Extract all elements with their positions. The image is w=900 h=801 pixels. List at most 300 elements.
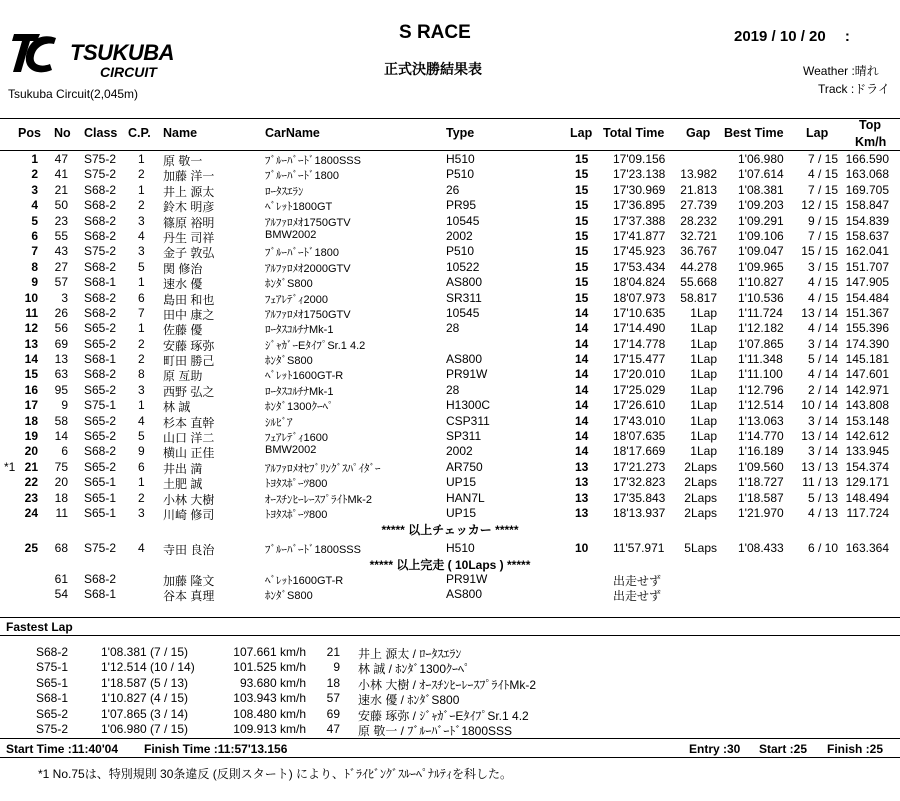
car-number-cell: 63 [54, 367, 68, 382]
fl-driver-cell: 井上 源太 / ﾛｰﾀｽｴﾗﾝ [358, 647, 462, 661]
fl-driver-cell: 速水 優 / ﾎﾝﾀﾞS800 [358, 693, 460, 708]
class-position-cell: 7 [138, 305, 145, 320]
table-row [0, 367, 900, 382]
table-row [0, 491, 900, 506]
class-cell: S68-2 [84, 305, 117, 320]
best-time-cell: 1'11.100 [738, 367, 783, 382]
table-row [0, 414, 900, 429]
driver-name-cell: 佐藤 優 [163, 323, 203, 338]
total-time-cell: 17'14.490 [613, 321, 666, 336]
total-time-cell: 18'07.635 [613, 429, 666, 444]
best-lap-cell: 4 / 15 [807, 167, 838, 182]
top-speed-cell: 162.041 [845, 244, 889, 259]
best-time-cell: 1'09.291 [738, 213, 784, 228]
driver-name-cell: 丹生 司祥 [163, 230, 215, 245]
pos-cell: 6 [31, 228, 38, 243]
car-number-cell: 50 [54, 198, 68, 213]
best-lap-cell: 13 / 14 [801, 305, 838, 320]
pos-cell: 21 [24, 459, 38, 474]
top-speed-cell: 158.637 [845, 228, 889, 243]
class-position-cell: 4 [138, 228, 145, 243]
best-lap-cell: 7 / 15 [807, 228, 838, 243]
pos-cell: 7 [31, 244, 38, 259]
best-time-cell: 1'12.182 [738, 321, 784, 336]
gap-cell: 1Lap [690, 305, 717, 320]
car-type-cell: SP311 [446, 429, 482, 444]
car-type-cell: P510 [446, 167, 475, 182]
total-time-cell: 17'45.923 [613, 244, 666, 259]
pos-cell: 14 [24, 352, 38, 367]
class-position-cell: 3 [138, 244, 145, 259]
laps-cell: 14 [575, 382, 589, 397]
laps-cell: 15 [575, 228, 589, 243]
car-type-cell: 28 [446, 382, 460, 397]
table-row [0, 275, 900, 290]
class-cell: S65-2 [84, 429, 117, 444]
col-header-top: Top [859, 118, 881, 132]
fl-driver-cell: 林 誠 / ﾎﾝﾀﾞ1300ｸｰﾍﾟ [358, 662, 471, 677]
car-type-cell: PR91W [446, 367, 488, 382]
car-name-cell: ﾎﾝﾀﾞS800 [265, 278, 313, 291]
best-time-cell: 1'07.865 [738, 336, 784, 351]
car-name-cell: ｱﾙﾌｧﾛﾒｵ1750GTV [265, 216, 351, 229]
car-type-cell: UP15 [446, 475, 477, 490]
gap-cell: 28.232 [680, 213, 717, 228]
footer-top-rule [0, 738, 900, 739]
table-row [0, 475, 900, 490]
car-name-cell: ｵｰｽﾁﾝﾋｰﾚｰｽﾌﾟﾗｲﾄMk-2 [265, 493, 372, 506]
car-type-cell: AS800 [446, 275, 483, 290]
top-speed-cell: 117.724 [846, 505, 889, 520]
car-type-cell: H510 [446, 540, 475, 555]
best-time-cell: 1'09.047 [738, 244, 784, 259]
best-lap-cell: 7 / 15 [807, 182, 838, 197]
driver-name-cell: 小林 大樹 [163, 492, 215, 507]
best-lap-cell: 5 / 14 [807, 352, 838, 367]
pos-cell: 10 [24, 290, 38, 305]
car-number-cell: 55 [54, 228, 68, 243]
fl-class-cell: S68-1 [36, 691, 69, 706]
gap-cell: 58.817 [680, 290, 717, 305]
car-name-cell: ｱﾙﾌｧﾛﾒｵｾﾌﾞﾘﾝｸﾞｽﾊﾟｲﾀﾞｰ [265, 462, 381, 475]
table-row [0, 244, 900, 259]
gap-cell: 1Lap [690, 367, 717, 382]
top-speed-cell: 169.705 [845, 182, 889, 197]
class-cell: S68-2 [84, 198, 117, 213]
car-number-cell: 54 [54, 586, 68, 601]
top-speed-cell: 147.601 [845, 367, 889, 382]
top-speed-cell: 158.847 [845, 198, 889, 213]
best-time-cell: 1'07.614 [738, 167, 784, 182]
car-name-cell: ﾍﾞﾚｯﾄ1800GT [265, 201, 333, 214]
table-row [0, 541, 900, 556]
finish-count: Finish :25 [827, 742, 884, 756]
driver-name-cell: 金子 敦弘 [163, 246, 215, 261]
top-speed-cell: 151.367 [845, 305, 889, 320]
col-header-best-lap: Lap [806, 126, 829, 140]
driver-name-cell: 加藤 洋一 [163, 169, 215, 184]
class-cell: S68-2 [84, 213, 117, 228]
pos-cell: 9 [31, 275, 38, 290]
section-separator [0, 521, 900, 536]
best-lap-cell: 15 / 15 [801, 244, 838, 259]
total-time-cell: 17'36.895 [613, 198, 666, 213]
laps-cell: 14 [575, 336, 589, 351]
fl-speed-cell: 103.943 km/h [233, 691, 306, 706]
gap-cell: 1Lap [690, 352, 717, 367]
fl-speed-cell: 107.661 km/h [233, 645, 306, 659]
laps-cell: 14 [575, 444, 589, 459]
laps-cell: 14 [575, 429, 589, 444]
entry-count: Entry :30 [689, 742, 741, 756]
col-header-total-time: Total Time [603, 126, 665, 140]
gap-cell: 1Lap [690, 429, 717, 444]
best-lap-cell: 3 / 14 [807, 336, 838, 351]
best-lap-cell: 13 / 14 [801, 429, 838, 444]
car-number-cell: 20 [54, 475, 68, 490]
best-lap-cell: 4 / 15 [807, 275, 838, 290]
logo-subtitle: CIRCUIT [100, 64, 157, 80]
class-cell: S68-2 [84, 259, 117, 274]
col-header-carname: CarName [265, 126, 320, 140]
best-lap-cell: 4 / 14 [807, 321, 838, 336]
gap-cell: 55.668 [680, 275, 717, 290]
fl-driver-cell: 安藤 琢弥 / ｼﾞｬｶﾞｰEﾀｲﾌﾟSr.1 4.2 [358, 708, 529, 723]
car-number-cell: 61 [54, 571, 68, 586]
car-type-cell: AS800 [446, 352, 483, 367]
section-separator [0, 556, 900, 571]
car-name-cell: ｱﾙﾌｧﾛﾒｵ1750GTV [265, 308, 351, 321]
class-cell: S65-2 [84, 413, 117, 428]
fl-time-cell: 1'18.587 (5 / 13) [101, 675, 189, 690]
class-position-cell: 3 [138, 505, 145, 520]
car-number-cell: 56 [54, 321, 68, 336]
car-type-cell: 10522 [446, 259, 480, 274]
car-number-cell: 18 [54, 490, 68, 505]
laps-cell: 14 [575, 305, 589, 320]
status-cell: 出走せず [613, 573, 662, 588]
top-speed-cell: 142.971 [845, 382, 889, 397]
best-time-cell: 1'12.796 [738, 382, 784, 397]
car-name-cell: ﾌﾞﾙｰﾊﾞｰﾄﾞ1800 [265, 247, 339, 260]
fastest-lap-row [0, 676, 900, 691]
car-number-cell: 27 [54, 259, 68, 274]
class-cell: S65-2 [84, 382, 117, 397]
logo-wordmark: TSUKUBA [70, 40, 175, 65]
driver-name-cell: 原 敬一 [163, 154, 203, 168]
top-speed-cell: 145.181 [845, 352, 889, 367]
total-time-cell: 18'07.973 [613, 290, 666, 305]
driver-name-cell: 横山 正佳 [163, 446, 215, 461]
gap-cell: 44.278 [680, 259, 717, 274]
driver-name-cell: 西野 弘之 [163, 384, 215, 399]
dns-row [0, 572, 900, 587]
total-time-cell: 17'21.273 [613, 459, 666, 474]
track-condition-label: Track :ドライ [818, 82, 890, 96]
table-row [0, 260, 900, 275]
table-row [0, 460, 900, 475]
laps-cell: 15 [575, 167, 589, 182]
pos-cell: 8 [31, 259, 38, 274]
best-time-cell: 1'18.727 [738, 475, 784, 490]
class-cell: S65-2 [84, 459, 117, 474]
top-speed-cell: 174.390 [845, 336, 889, 351]
best-time-cell: 1'08.433 [738, 540, 784, 555]
table-row [0, 214, 900, 229]
laps-cell: 14 [575, 352, 589, 367]
best-lap-cell: 6 / 10 [807, 540, 838, 555]
fastest-lap-row [0, 660, 900, 675]
car-type-cell: AS800 [446, 586, 483, 601]
laps-cell: 10 [575, 540, 589, 555]
class-position-cell: 8 [138, 367, 145, 382]
best-time-cell: 1'08.381 [738, 182, 784, 197]
best-lap-cell: 4 / 13 [807, 505, 838, 520]
gap-cell: 13.982 [680, 167, 717, 182]
best-time-cell: 1'11.724 [738, 305, 783, 320]
car-number-cell: 9 [61, 398, 68, 413]
car-number-cell: 3 [61, 290, 68, 305]
header-top-rule [0, 118, 900, 119]
total-time-cell: 17'26.610 [613, 398, 666, 413]
driver-name-cell: 川崎 修司 [163, 507, 215, 522]
car-type-cell: H1300C [446, 398, 491, 413]
gap-cell: 27.739 [680, 198, 717, 213]
top-speed-cell: 154.374 [845, 459, 889, 474]
best-lap-cell: 13 / 13 [801, 459, 838, 474]
total-time-cell: 17'35.843 [613, 490, 666, 505]
best-lap-cell: 3 / 14 [807, 444, 838, 459]
car-number-cell: 68 [54, 540, 68, 555]
class-cell: S65-1 [84, 505, 117, 520]
class-position-cell: 2 [138, 352, 145, 367]
laps-cell: 14 [575, 321, 589, 336]
gap-cell: 2Laps [684, 505, 717, 520]
pos-cell: 2 [31, 167, 38, 182]
laps-cell: 13 [575, 459, 589, 474]
car-number-cell: 95 [54, 382, 68, 397]
pos-cell: 12 [24, 321, 38, 336]
class-position-cell: 1 [138, 398, 145, 413]
car-number-cell: 26 [54, 305, 68, 320]
laps-cell: 15 [575, 275, 589, 290]
class-position-cell: 2 [138, 336, 145, 351]
best-lap-cell: 4 / 14 [807, 367, 838, 382]
footer-bottom-rule [0, 757, 900, 758]
col-header-lap: Lap [570, 126, 593, 140]
car-name-cell: ﾌｪｱﾚﾃﾞｨ1600 [265, 432, 328, 445]
col-header-class: Class [84, 126, 118, 140]
table-row [0, 152, 900, 167]
best-lap-cell: 10 / 14 [801, 398, 838, 413]
best-lap-cell: 3 / 15 [807, 259, 838, 274]
table-row [0, 306, 900, 321]
table-row [0, 229, 900, 244]
car-type-cell: 26 [446, 182, 460, 197]
class-position-cell: 5 [138, 259, 145, 274]
pos-cell: 15 [24, 367, 38, 382]
driver-name-cell: 島田 和也 [163, 292, 215, 307]
best-time-cell: 1'10.536 [738, 290, 784, 305]
col-header-no: No [54, 126, 71, 140]
best-time-cell: 1'09.965 [738, 259, 784, 274]
car-name-cell: ﾌﾞﾙｰﾊﾞｰﾄﾞ1800SSS [265, 155, 361, 167]
gap-cell: 5Laps [684, 540, 717, 555]
class-cell: S68-2 [84, 290, 117, 305]
driver-name-cell: 寺田 良治 [163, 542, 215, 557]
best-lap-cell: 9 / 15 [807, 213, 838, 228]
top-speed-cell: 154.839 [845, 213, 889, 228]
fastest-lap-title: Fastest Lap [6, 620, 73, 634]
best-lap-cell: 7 / 15 [807, 152, 838, 166]
laps-cell: 13 [575, 505, 589, 520]
driver-name-cell: 鈴木 明彦 [163, 200, 215, 215]
car-name-cell: ﾍﾞﾚｯﾄ1600GT-R [265, 574, 344, 587]
class-cell: S68-2 [84, 367, 117, 382]
class-position-cell: 1 [138, 275, 145, 290]
table-row [0, 398, 900, 413]
car-number-cell: 47 [54, 152, 68, 166]
gap-cell: 2Laps [684, 475, 717, 490]
laps-cell: 15 [575, 213, 589, 228]
class-cell: S68-1 [84, 275, 117, 290]
class-cell: S65-1 [84, 475, 117, 490]
total-time-cell: 17'10.635 [613, 305, 666, 320]
car-name-cell: ﾛｰﾀｽｺﾙﾁﾅMk-1 [265, 385, 334, 398]
best-time-cell: 1'06.980 [738, 152, 784, 166]
total-time-cell: 17'37.388 [613, 213, 666, 228]
class-position-cell: 2 [138, 198, 145, 213]
fastest-lap-top-rule [0, 617, 900, 618]
car-number-cell: 57 [54, 275, 68, 290]
fl-car-number-cell: 18 [326, 675, 340, 690]
top-speed-cell: 148.494 [845, 490, 889, 505]
class-cell: S65-1 [84, 490, 117, 505]
top-speed-cell: 155.396 [845, 321, 889, 336]
car-name-cell: ﾎﾝﾀﾞS800 [265, 355, 313, 368]
car-type-cell: 10545 [446, 305, 480, 320]
dns-row [0, 587, 900, 602]
car-number-cell: 75 [54, 459, 68, 474]
fl-time-cell: 1'10.827 (4 / 15) [101, 691, 189, 706]
car-type-cell: SR311 [446, 290, 482, 305]
fl-car-number-cell: 21 [326, 645, 340, 659]
venue-label: Tsukuba Circuit(2,045m) [8, 87, 139, 101]
class-position-cell: 2 [138, 490, 145, 505]
driver-name-cell: 井出 満 [163, 461, 203, 476]
best-lap-cell: 4 / 15 [807, 290, 838, 305]
total-time-cell: 17'30.969 [613, 182, 666, 197]
pos-cell: 11 [25, 305, 38, 320]
pos-cell: 1 [31, 152, 38, 166]
gap-cell: 1Lap [690, 444, 717, 459]
car-name-cell: ﾌﾞﾙｰﾊﾞｰﾄﾞ1800 [265, 170, 339, 183]
class-position-cell: 4 [138, 413, 145, 428]
total-time-cell: 17'14.778 [613, 336, 666, 351]
fl-speed-cell: 109.913 km/h [233, 721, 306, 736]
best-time-cell: 1'21.970 [738, 505, 784, 520]
car-type-cell: AR750 [446, 459, 483, 474]
table-row [0, 444, 900, 459]
car-name-cell: ｼﾙﾋﾞｱ [265, 416, 293, 429]
car-type-cell: PR91W [446, 571, 488, 586]
best-time-cell: 1'09.560 [738, 459, 784, 474]
penalty-note: *1 No.75は、特別規則 30条違反 (反則スタート) により、ﾄﾞﾗｲﾋﾞﾝｸﾞｽﾙｰﾍﾟﾅﾙﾃｨを科した。 [38, 767, 513, 781]
best-time-cell: 1'09.106 [738, 228, 784, 243]
table-row [0, 506, 900, 521]
car-type-cell: H510 [446, 152, 475, 166]
fastest-lap-table [0, 645, 900, 737]
car-type-cell: HAN7L [446, 490, 485, 505]
document-subtitle: 正式決勝結果表 [384, 61, 482, 77]
pos-cell: 24 [24, 505, 38, 520]
fl-time-cell: 1'06.980 (7 / 15) [101, 721, 189, 736]
class-position-cell: 1 [138, 182, 145, 197]
car-name-cell: ﾛｰﾀｽｴﾗﾝ [265, 185, 304, 198]
top-speed-cell: 166.590 [845, 152, 889, 166]
fl-class-cell: S65-1 [36, 675, 69, 690]
fl-speed-cell: 108.480 km/h [233, 706, 306, 721]
driver-name-cell: 林 誠 [163, 400, 191, 415]
pos-cell: 20 [24, 444, 38, 459]
total-time-cell: 17'15.477 [613, 352, 666, 367]
top-speed-cell: 163.068 [845, 167, 889, 182]
gap-cell: 2Laps [684, 490, 717, 505]
fastest-lap-row [0, 691, 900, 706]
col-header-pos: Pos [18, 126, 41, 140]
fl-speed-cell: 101.525 km/h [233, 660, 306, 675]
laps-cell: 15 [575, 198, 589, 213]
table-row [0, 429, 900, 444]
fl-class-cell: S68-2 [36, 645, 69, 659]
start-time: Start Time :11:40'04 [6, 742, 119, 756]
pos-cell: 5 [31, 213, 38, 228]
best-lap-cell: 11 / 13 [802, 475, 838, 490]
pos-cell: 23 [24, 490, 38, 505]
col-header-gap: Gap [686, 126, 711, 140]
top-speed-cell: 147.905 [845, 275, 889, 290]
laps-cell: 15 [575, 182, 589, 197]
car-name-cell: BMW2002 [265, 228, 317, 241]
class-cell: S75-2 [84, 152, 117, 166]
tc-logo-icon [10, 28, 60, 78]
best-lap-cell: 3 / 14 [807, 413, 838, 428]
car-type-cell: 10545 [446, 213, 480, 228]
class-position-cell: 2 [138, 167, 145, 182]
car-type-cell: P510 [446, 244, 475, 259]
class-cell: S75-1 [84, 398, 117, 413]
class-cell: S68-2 [84, 444, 117, 459]
class-position-cell: 5 [138, 429, 145, 444]
pos-cell: 22 [24, 475, 38, 490]
best-lap-cell: 5 / 13 [807, 490, 838, 505]
best-lap-cell: 12 / 15 [801, 198, 838, 213]
fl-driver-cell: 小林 大樹 / ｵｰｽﾁﾝﾋｰﾚｰｽﾌﾟﾗｲﾄMk-2 [358, 677, 537, 692]
best-time-cell: 1'10.827 [738, 275, 784, 290]
top-speed-cell: 143.808 [845, 398, 889, 413]
driver-name-cell: 加藤 隆文 [163, 573, 215, 588]
best-time-cell: 1'09.203 [738, 198, 784, 213]
best-time-cell: 1'18.587 [738, 490, 784, 505]
driver-name-cell: 篠原 裕明 [163, 215, 215, 230]
class-position-cell: 1 [138, 152, 145, 166]
car-name-cell: ﾍﾞﾚｯﾄ1600GT-R [265, 370, 344, 383]
class-position-cell: 1 [138, 321, 145, 336]
class-cell: S68-2 [84, 571, 117, 586]
fl-time-cell: 1'08.381 (7 / 15) [101, 645, 189, 659]
col-header-type: Type [446, 126, 475, 140]
fl-driver-cell: 原 敬一 / ﾌﾞﾙｰﾊﾞｰﾄﾞ1800SSS [358, 723, 513, 738]
